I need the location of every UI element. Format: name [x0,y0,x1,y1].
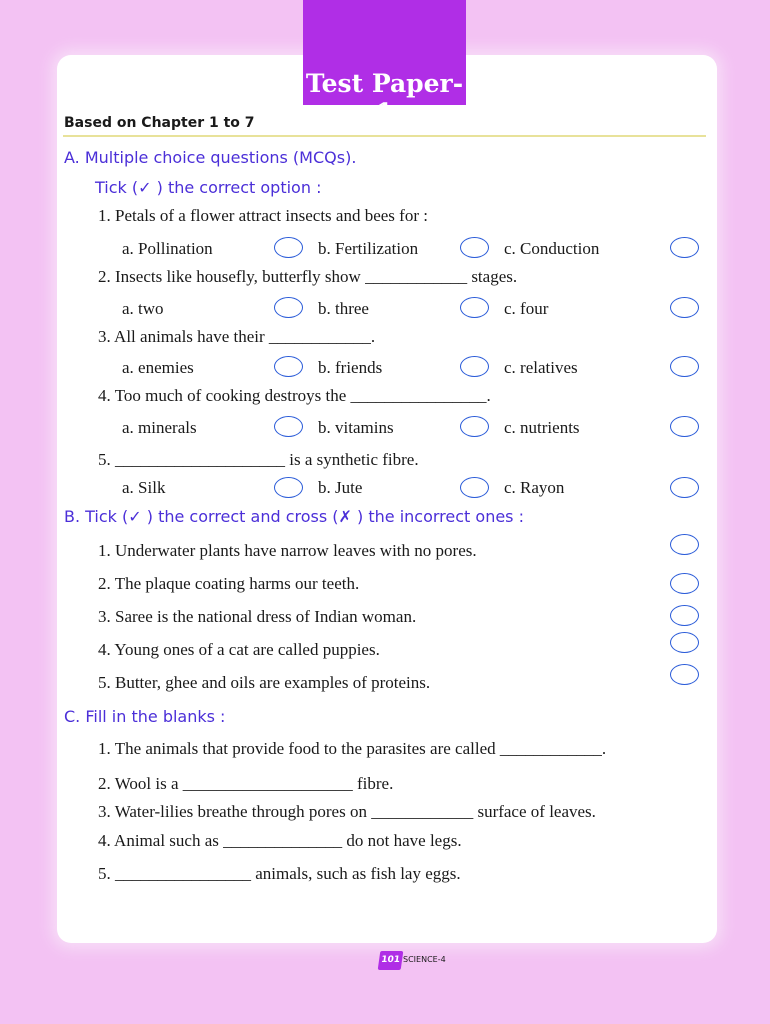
statement-item: 1. Underwater plants have narrow leaves with no pores. [98,541,477,560]
option-b: b. vitamins [318,418,394,437]
tick-cross-circle[interactable] [670,534,699,555]
tick-cross-circle[interactable] [670,632,699,653]
blank-item: 1. The animals that provide food to the parasites are called ____________. [98,739,607,758]
question-text: 4. Too much of cooking destroys the ________________. [98,386,491,405]
answer-circle[interactable] [274,477,303,498]
option-c: c. Conduction [504,239,600,258]
tick-cross-circle[interactable] [670,664,699,685]
option-a: a. minerals [122,418,197,437]
blank-item: 2. Wool is a ____________________ fibre. [98,774,394,793]
question-text: 3. All animals have their ____________. [98,327,376,346]
answer-circle[interactable] [274,297,303,318]
statement-item: 4. Young ones of a cat are called puppies. [98,640,380,659]
option-c: c. four [504,299,549,318]
option-c: c. nutrients [504,418,580,437]
subtitle: Based on Chapter 1 to 7 [64,115,255,131]
answer-circle[interactable] [274,416,303,437]
option-b: b. three [318,299,369,318]
answer-circle[interactable] [670,237,699,258]
answer-circle[interactable] [274,356,303,377]
section-a-instruction: Tick (✓ ) the correct option : [95,178,322,197]
option-b: b. Fertilization [318,239,419,258]
answer-circle[interactable] [670,297,699,318]
tick-cross-circle[interactable] [670,573,699,594]
section-c-heading: C. Fill in the blanks : [64,707,226,726]
option-c: c. relatives [504,358,578,377]
blank-item: 3. Water-lilies breathe through pores on ____________ surface of leaves. [98,802,596,821]
answer-circle[interactable] [670,416,699,437]
blank-item: 4. Animal such as ______________ do not have legs. [98,831,462,850]
option-c: c. Rayon [504,478,565,497]
answer-circle[interactable] [460,356,489,377]
divider [63,135,706,137]
option-a: a. Silk [122,478,166,497]
tick-cross-circle[interactable] [670,605,699,626]
answer-circle[interactable] [460,477,489,498]
statement-item: 3. Saree is the national dress of Indian woman. [98,607,417,626]
option-b: b. friends [318,358,383,377]
question-text: 5. ____________________ is a synthetic fibre. [98,450,419,469]
statement-item: 5. Butter, ghee and oils are examples of proteins. [98,673,431,692]
question-text: 1. Petals of a flower attract insects and bees for : [98,206,428,225]
answer-circle[interactable] [460,237,489,258]
option-a: a. two [122,299,164,318]
question-text: 2. Insects like housefly, butterfly show ____________ stages. [98,267,518,286]
book-label: SCIENCE-4 [403,955,446,964]
page-title: Test Paper-1 [305,69,464,127]
answer-circle[interactable] [460,416,489,437]
section-b-heading: B. Tick (✓ ) the correct and cross (✗ ) the incorrect ones : [64,507,524,526]
answer-circle[interactable] [670,356,699,377]
answer-circle[interactable] [460,297,489,318]
page-number-badge: 101 [378,951,404,970]
option-a: a. enemies [122,358,194,377]
section-a-heading: A. Multiple choice questions (MCQs). [64,148,357,167]
answer-circle[interactable] [670,477,699,498]
option-b: b. Jute [318,478,363,497]
statement-item: 2. The plaque coating harms our teeth. [98,574,360,593]
blank-item: 5. ________________ animals, such as fish lay eggs. [98,864,461,883]
answer-circle[interactable] [274,237,303,258]
option-a: a. Pollination [122,239,213,258]
